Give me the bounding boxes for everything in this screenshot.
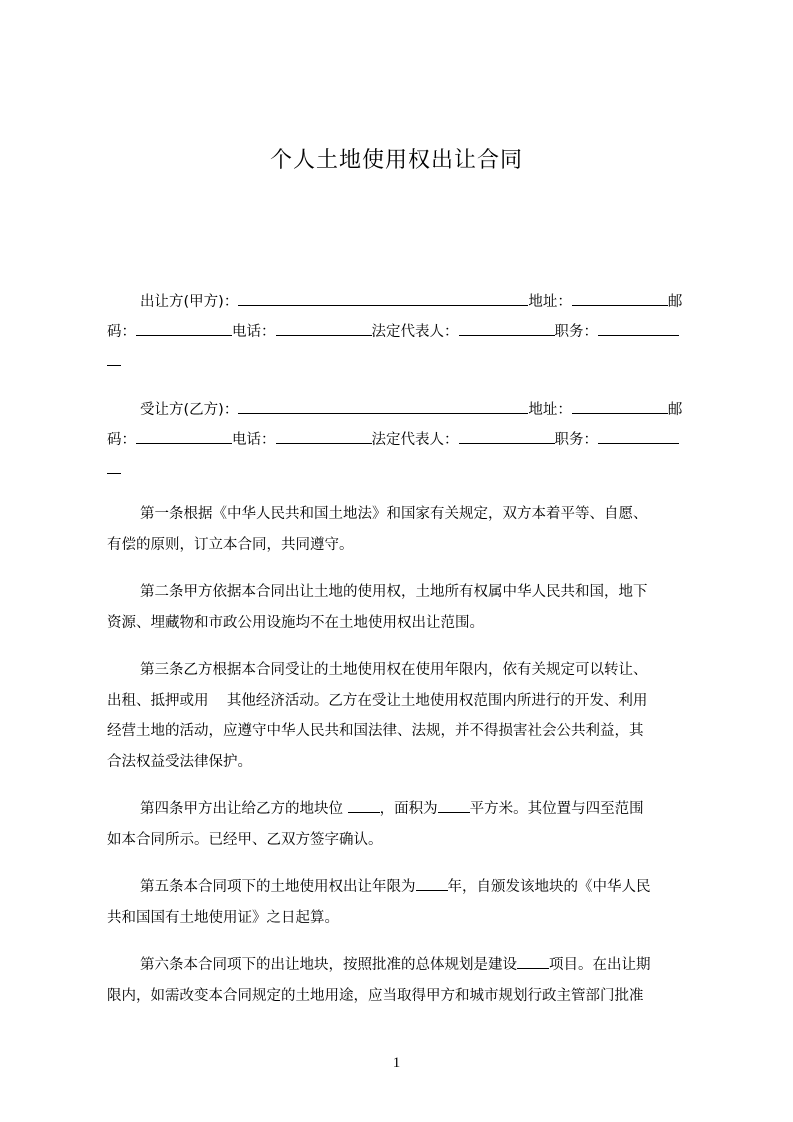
party-a-job-blank bbox=[598, 321, 679, 336]
party-b-name-blank bbox=[238, 399, 528, 414]
party-b-phone-blank bbox=[276, 429, 372, 444]
party-b-line-2 bbox=[107, 425, 701, 455]
party-a-line-3 bbox=[107, 347, 701, 377]
article-5-text-b: 年，自颁发该地块的《中华人民 bbox=[447, 879, 651, 895]
party-a-postcode-blank bbox=[136, 321, 232, 336]
article-4 bbox=[107, 794, 701, 855]
party-b-phone-label: 电话： bbox=[232, 432, 276, 448]
article-4-text-c: 平方米。其位置与四至范围 bbox=[469, 801, 644, 817]
article-3 bbox=[107, 655, 701, 777]
article-1-line-1: 第一条根据《中华人民共和国土地法》和国家有关规定，双方本着平等、自愿、 bbox=[140, 506, 648, 522]
party-b-postcode-blank bbox=[136, 429, 232, 444]
article-4-text-a: 第四条甲方出让给乙方的地块位 bbox=[140, 801, 343, 817]
article-6-text-a: 第六条本合同项下的出让地块，按照批准的总体规划是建设 bbox=[140, 957, 517, 973]
party-a-address-label: 地址： bbox=[528, 294, 572, 310]
article-2-line-2: 资源、埋藏物和市政公用设施均不在土地使用权出让范围。 bbox=[107, 614, 484, 631]
term-years-blank bbox=[416, 876, 448, 891]
party-b-address-label: 地址： bbox=[528, 402, 572, 418]
party-a-label: 出让方(甲方)： bbox=[140, 294, 239, 310]
party-b-line-1 bbox=[107, 395, 701, 425]
article-1-line-2: 有偿的原则，订立本合同，共同遵守。 bbox=[107, 536, 354, 553]
article-5 bbox=[107, 872, 701, 933]
article-3-line-3: 经营土地的活动，应遵守中华人民共和国法律、法规，并不得损害社会公共利益，其 bbox=[107, 723, 644, 739]
party-b-postcode-label-end: 码： bbox=[107, 432, 136, 448]
party-a-job-blank-cont bbox=[107, 351, 121, 366]
party-a-name-blank bbox=[238, 291, 528, 306]
party-a-job-label: 职务： bbox=[554, 324, 598, 340]
party-a-line-2 bbox=[107, 317, 701, 347]
party-a-rep-blank bbox=[459, 321, 555, 336]
party-a-section bbox=[107, 287, 701, 377]
article-5-line-2: 共和国国有土地使用证》之日起算。 bbox=[107, 909, 339, 926]
article-2 bbox=[107, 577, 701, 638]
party-b-job-label: 职务： bbox=[554, 432, 598, 448]
party-b-label: 受让方(乙方)： bbox=[140, 402, 239, 418]
party-a-postcode-label-end: 码： bbox=[107, 324, 136, 340]
area-blank bbox=[438, 798, 470, 813]
article-3-line-2: 出租、抵押或用 其他经济活动。乙方在受让土地使用权范围内所进行的开发、利用 bbox=[107, 692, 648, 709]
article-5-line-1 bbox=[107, 872, 701, 903]
party-b-job-blank-cont bbox=[107, 459, 121, 474]
party-b-job-blank bbox=[598, 429, 679, 444]
article-6 bbox=[107, 950, 701, 1011]
party-b-line-3 bbox=[107, 455, 701, 485]
location-blank bbox=[348, 798, 380, 813]
article-6-line-2: 限内，如需改变本合同规定的土地用途，应当取得甲方和城市规划行政主管部门批准 bbox=[107, 987, 644, 1004]
party-a-line-1 bbox=[107, 287, 701, 317]
article-6-text-b: 项目。在出让期 bbox=[549, 957, 651, 973]
article-6-line-1 bbox=[107, 950, 701, 981]
party-b-postcode-label-start: 邮 bbox=[667, 402, 683, 418]
project-blank bbox=[517, 954, 549, 969]
article-4-line-2: 如本合同所示。已经甲、乙双方签字确认。 bbox=[107, 831, 383, 848]
party-a-phone-label: 电话： bbox=[232, 324, 276, 340]
article-2-line-1: 第二条甲方依据本合同出让土地的使用权，土地所有权属中华人民共和国，地下 bbox=[140, 584, 648, 600]
party-b-address-blank bbox=[572, 399, 668, 414]
article-4-line-1 bbox=[107, 794, 701, 825]
party-a-rep-label: 法定代表人： bbox=[371, 324, 459, 340]
page-number: 1 bbox=[392, 1055, 401, 1071]
document-title: 个人土地使用权出让合同 bbox=[269, 148, 523, 173]
party-a-address-blank bbox=[572, 291, 668, 306]
article-4-text-b: ，面积为 bbox=[379, 801, 438, 817]
party-a-postcode-label-start: 邮 bbox=[667, 294, 683, 310]
article-3-line-1: 第三条乙方根据本合同受让的土地使用权在使用年限内，依有关规定可以转让、 bbox=[140, 662, 648, 678]
article-3-line-4: 合法权益受法律保护。 bbox=[107, 753, 252, 770]
party-b-rep-blank bbox=[459, 429, 555, 444]
party-b-section bbox=[107, 395, 701, 485]
article-1 bbox=[107, 499, 701, 560]
article-5-text-a: 第五条本合同项下的土地使用权出让年限为 bbox=[140, 879, 416, 895]
party-a-phone-blank bbox=[276, 321, 372, 336]
party-b-rep-label: 法定代表人： bbox=[371, 432, 459, 448]
